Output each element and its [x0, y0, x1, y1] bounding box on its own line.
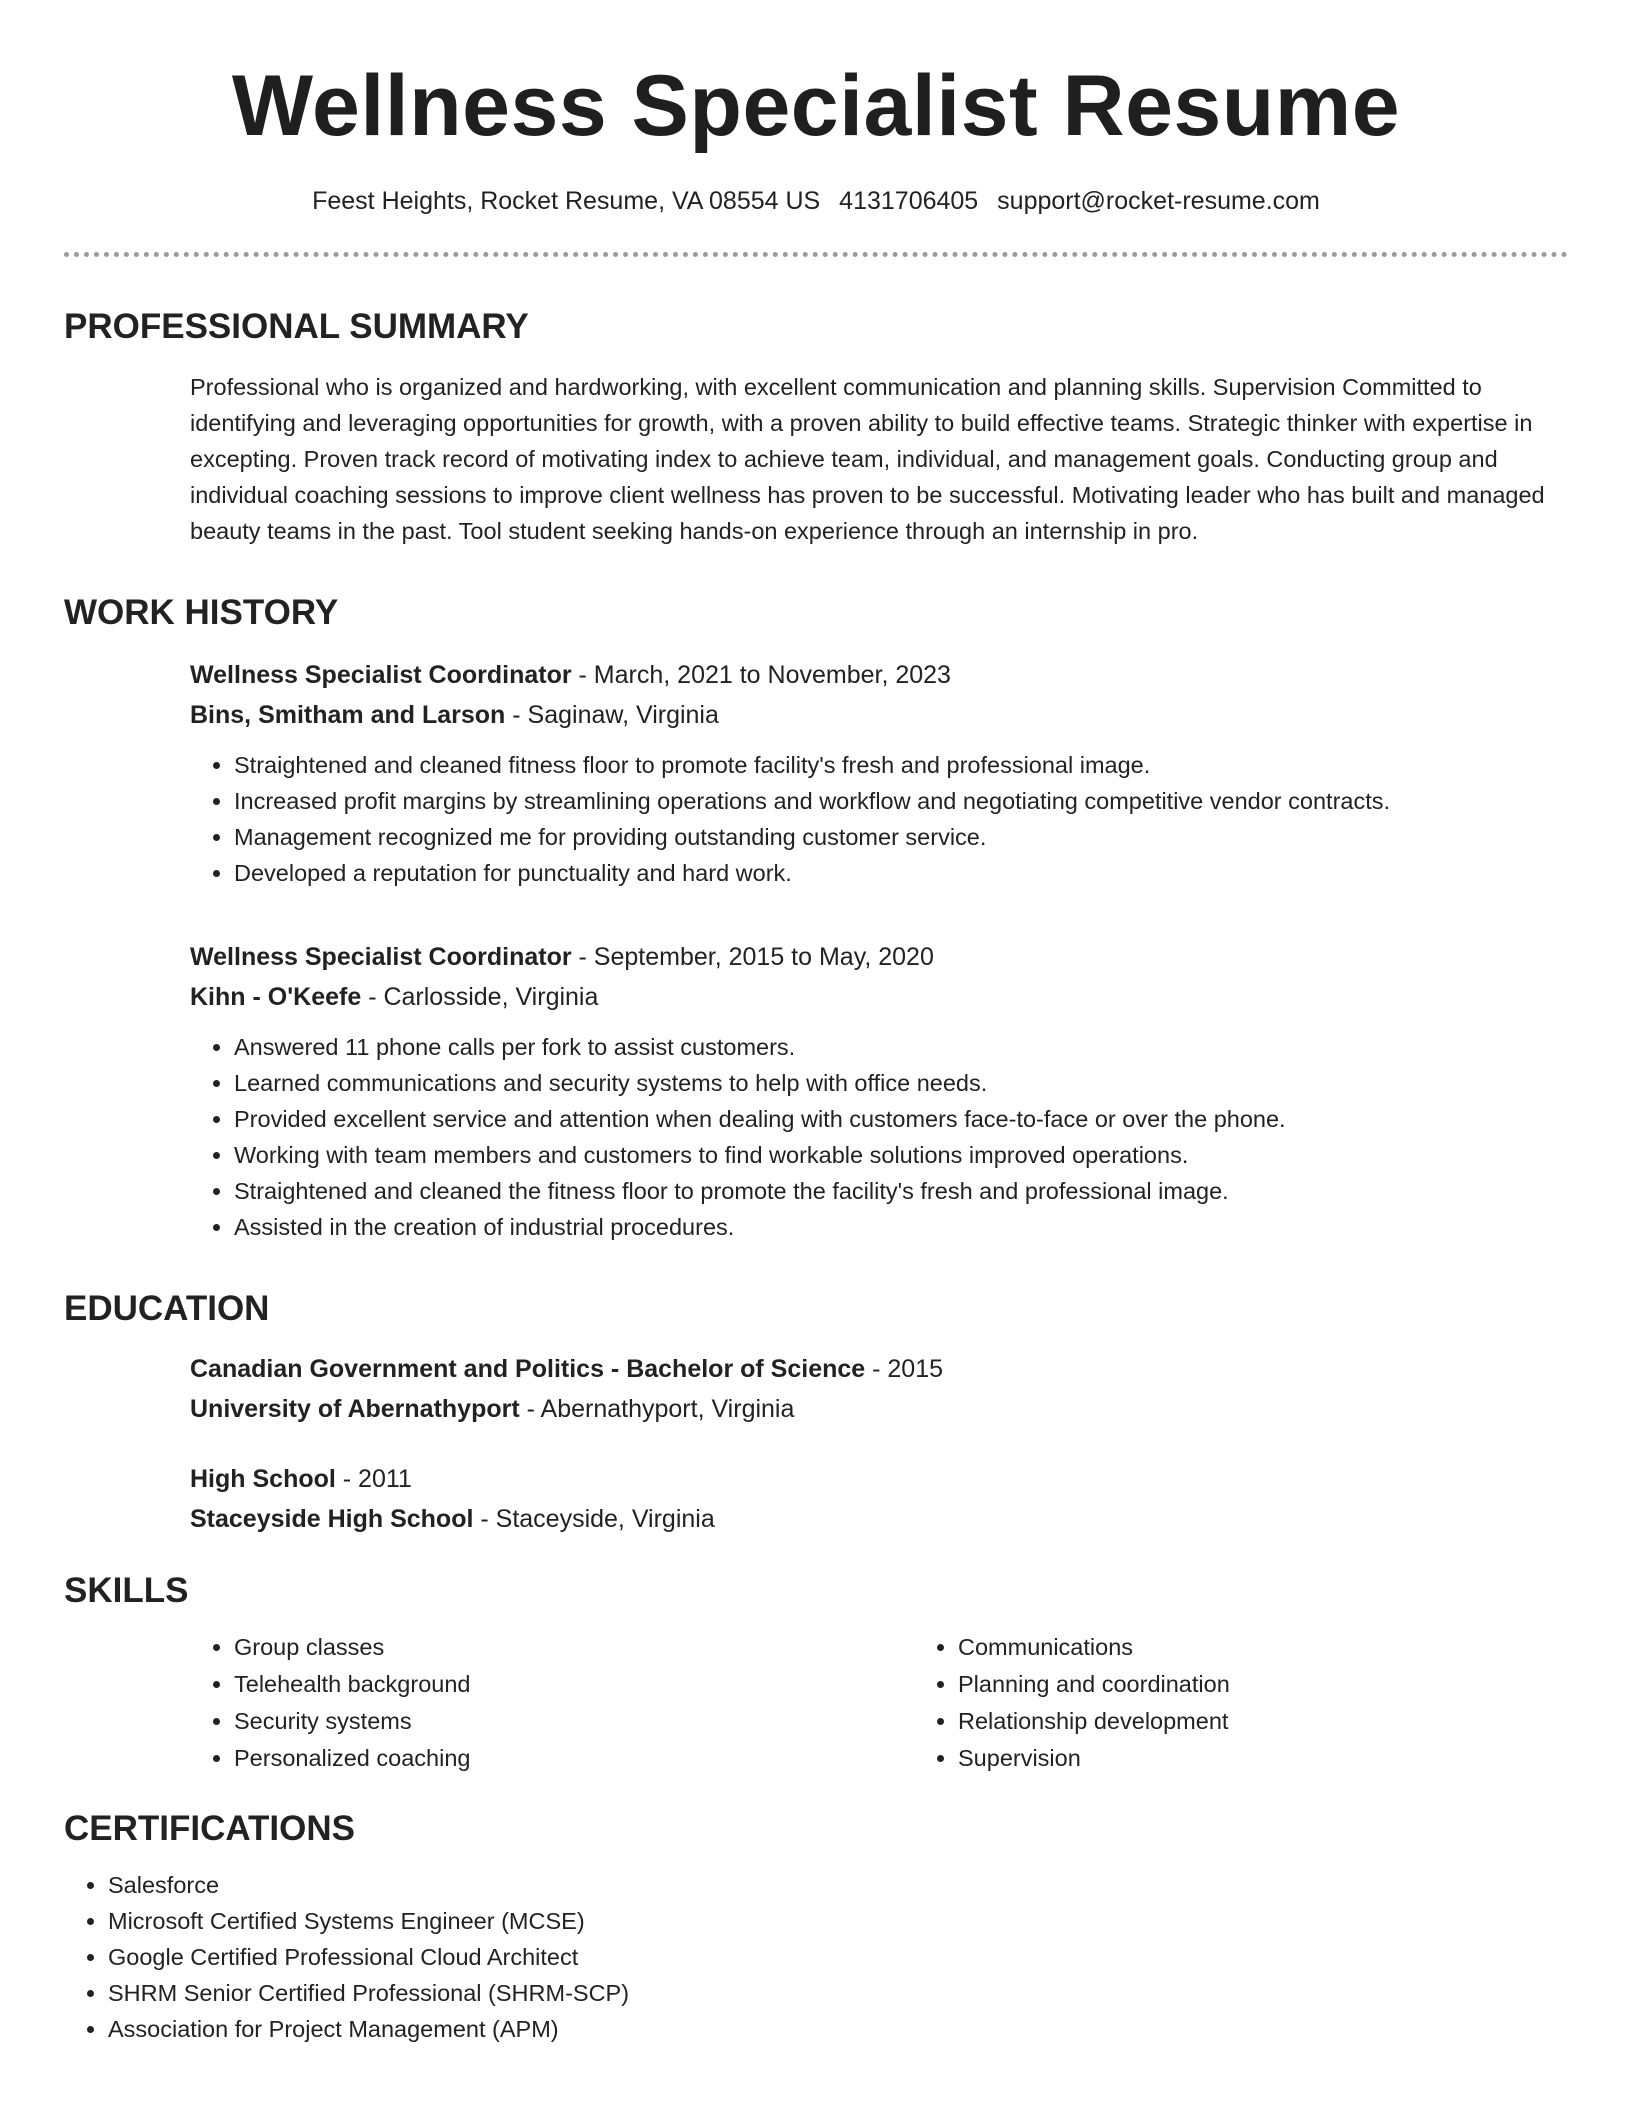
summary-text: Professional who is organized and hardworking, with excellent communication and planning skills. Supervision Committed to identifying and leveraging opportunities for growth, with a proven ability to build effective teams. Strategic thinker with expertise in excepting. Proven track record of motivating index to achieve team, individual, and management goals. Conducting group and individual coaching sessions to improve client wellness has proven to be successful. Motivating leader who has built and managed beauty teams in the past. Tool student seeking hands-on experience through an internship in pro. [190, 374, 1545, 544]
school-location: - Abernathyport, Virginia [519, 1395, 795, 1423]
education-entry [190, 1349, 1568, 1429]
list-item: • Telehealth background [234, 1666, 914, 1703]
list-item: • Planning and coordination [958, 1666, 1558, 1703]
job-company-line [190, 695, 1568, 735]
resume-page [64, 0, 1568, 2047]
skills-heading: SKILLS [64, 1571, 189, 1610]
list-item: • Relationship development [958, 1703, 1558, 1740]
summary-heading: PROFESSIONAL SUMMARY [64, 307, 529, 346]
degree: Canadian Government and Politics - Bachelor of Science [190, 1355, 866, 1383]
job-dates: - March, 2021 to November, 2023 [571, 661, 951, 689]
work-history-section [64, 591, 1568, 1245]
job-dates: - September, 2015 to May, 2020 [571, 943, 934, 971]
list-item: • Provided excellent service and attention when dealing with customers face-to-face or over the phone. [234, 1101, 1568, 1137]
skills-grid [190, 1629, 1568, 1777]
contact-email: support@rocket-resume.com [997, 187, 1320, 215]
list-item: • Straightened and cleaned fitness floor to promote facility's fresh and professional image. [234, 747, 1568, 783]
list-item: • Developed a reputation for punctuality and hard work. [234, 855, 1568, 891]
school-location: - Staceyside, Virginia [473, 1505, 715, 1533]
header-divider [64, 252, 1568, 257]
job-location: - Carlosside, Virginia [361, 983, 599, 1011]
list-item: • Increased profit margins by streamlining operations and workflow and negotiating competitive vendor contracts. [234, 783, 1568, 819]
list-item: • Communications [958, 1629, 1558, 1666]
list-item: • Straightened and cleaned the fitness floor to promote the facility's fresh and professional image. [234, 1173, 1568, 1209]
certifications-list [64, 1867, 1568, 2047]
degree-line [190, 1349, 1568, 1389]
list-item: • Microsoft Certified Systems Engineer (MCSE) [108, 1903, 1568, 1939]
skills-section [64, 1569, 1568, 1777]
job-title-line [190, 937, 1568, 977]
list-item: • Management recognized me for providing outstanding customer service. [234, 819, 1568, 855]
job-company-line [190, 977, 1568, 1017]
job-bullets [190, 1029, 1568, 1245]
list-item: • Supervision [958, 1740, 1558, 1777]
list-item: • Personalized coaching [234, 1740, 914, 1777]
degree: High School [190, 1465, 336, 1493]
job-location: - Saginaw, Virginia [505, 701, 719, 729]
school: Staceyside High School [190, 1505, 474, 1533]
certifications-heading: CERTIFICATIONS [64, 1809, 356, 1848]
skills-column-left [190, 1629, 914, 1777]
degree-year: - 2011 [335, 1465, 412, 1493]
list-item: • SHRM Senior Certified Professional (SHRM-SCP) [108, 1975, 1568, 2011]
school-line [190, 1499, 1568, 1539]
list-item: • Group classes [234, 1629, 914, 1666]
list-item: • Answered 11 phone calls per fork to assist customers. [234, 1029, 1568, 1065]
list-item: • Working with team members and customers to find workable solutions improved operations. [234, 1137, 1568, 1173]
list-item: • Salesforce [108, 1867, 1568, 1903]
certifications-section [64, 1807, 1568, 2047]
skills-column-right [914, 1629, 1558, 1777]
job-title-line [190, 655, 1568, 695]
school-line [190, 1389, 1568, 1429]
contact-address: Feest Heights, Rocket Resume, VA 08554 US [312, 187, 821, 215]
job-entry [190, 937, 1568, 1245]
summary-section [64, 305, 1568, 549]
degree-year: - 2015 [865, 1355, 944, 1383]
list-item: • Security systems [234, 1703, 914, 1740]
resume-title: Wellness Specialist Resume [231, 58, 1401, 154]
job-role: Wellness Specialist Coordinator [190, 661, 572, 689]
list-item: • Learned communications and security systems to help with office needs. [234, 1065, 1568, 1101]
education-section [64, 1287, 1568, 1539]
list-item: • Assisted in the creation of industrial procedures. [234, 1209, 1568, 1245]
list-item: • Association for Project Management (APM) [108, 2011, 1568, 2047]
work-history-heading: WORK HISTORY [64, 593, 339, 632]
education-entry [190, 1459, 1568, 1539]
school: University of Abernathyport [190, 1395, 520, 1423]
degree-line [190, 1459, 1568, 1499]
contact-phone: 4131706405 [839, 187, 979, 215]
list-item: • Google Certified Professional Cloud Architect [108, 1939, 1568, 1975]
job-role: Wellness Specialist Coordinator [190, 943, 572, 971]
job-company: Kihn - O'Keefe [190, 983, 362, 1011]
contact-line [64, 184, 1568, 218]
education-heading: EDUCATION [64, 1289, 270, 1328]
job-company: Bins, Smitham and Larson [190, 701, 506, 729]
job-entry [190, 655, 1568, 891]
job-bullets [190, 747, 1568, 891]
